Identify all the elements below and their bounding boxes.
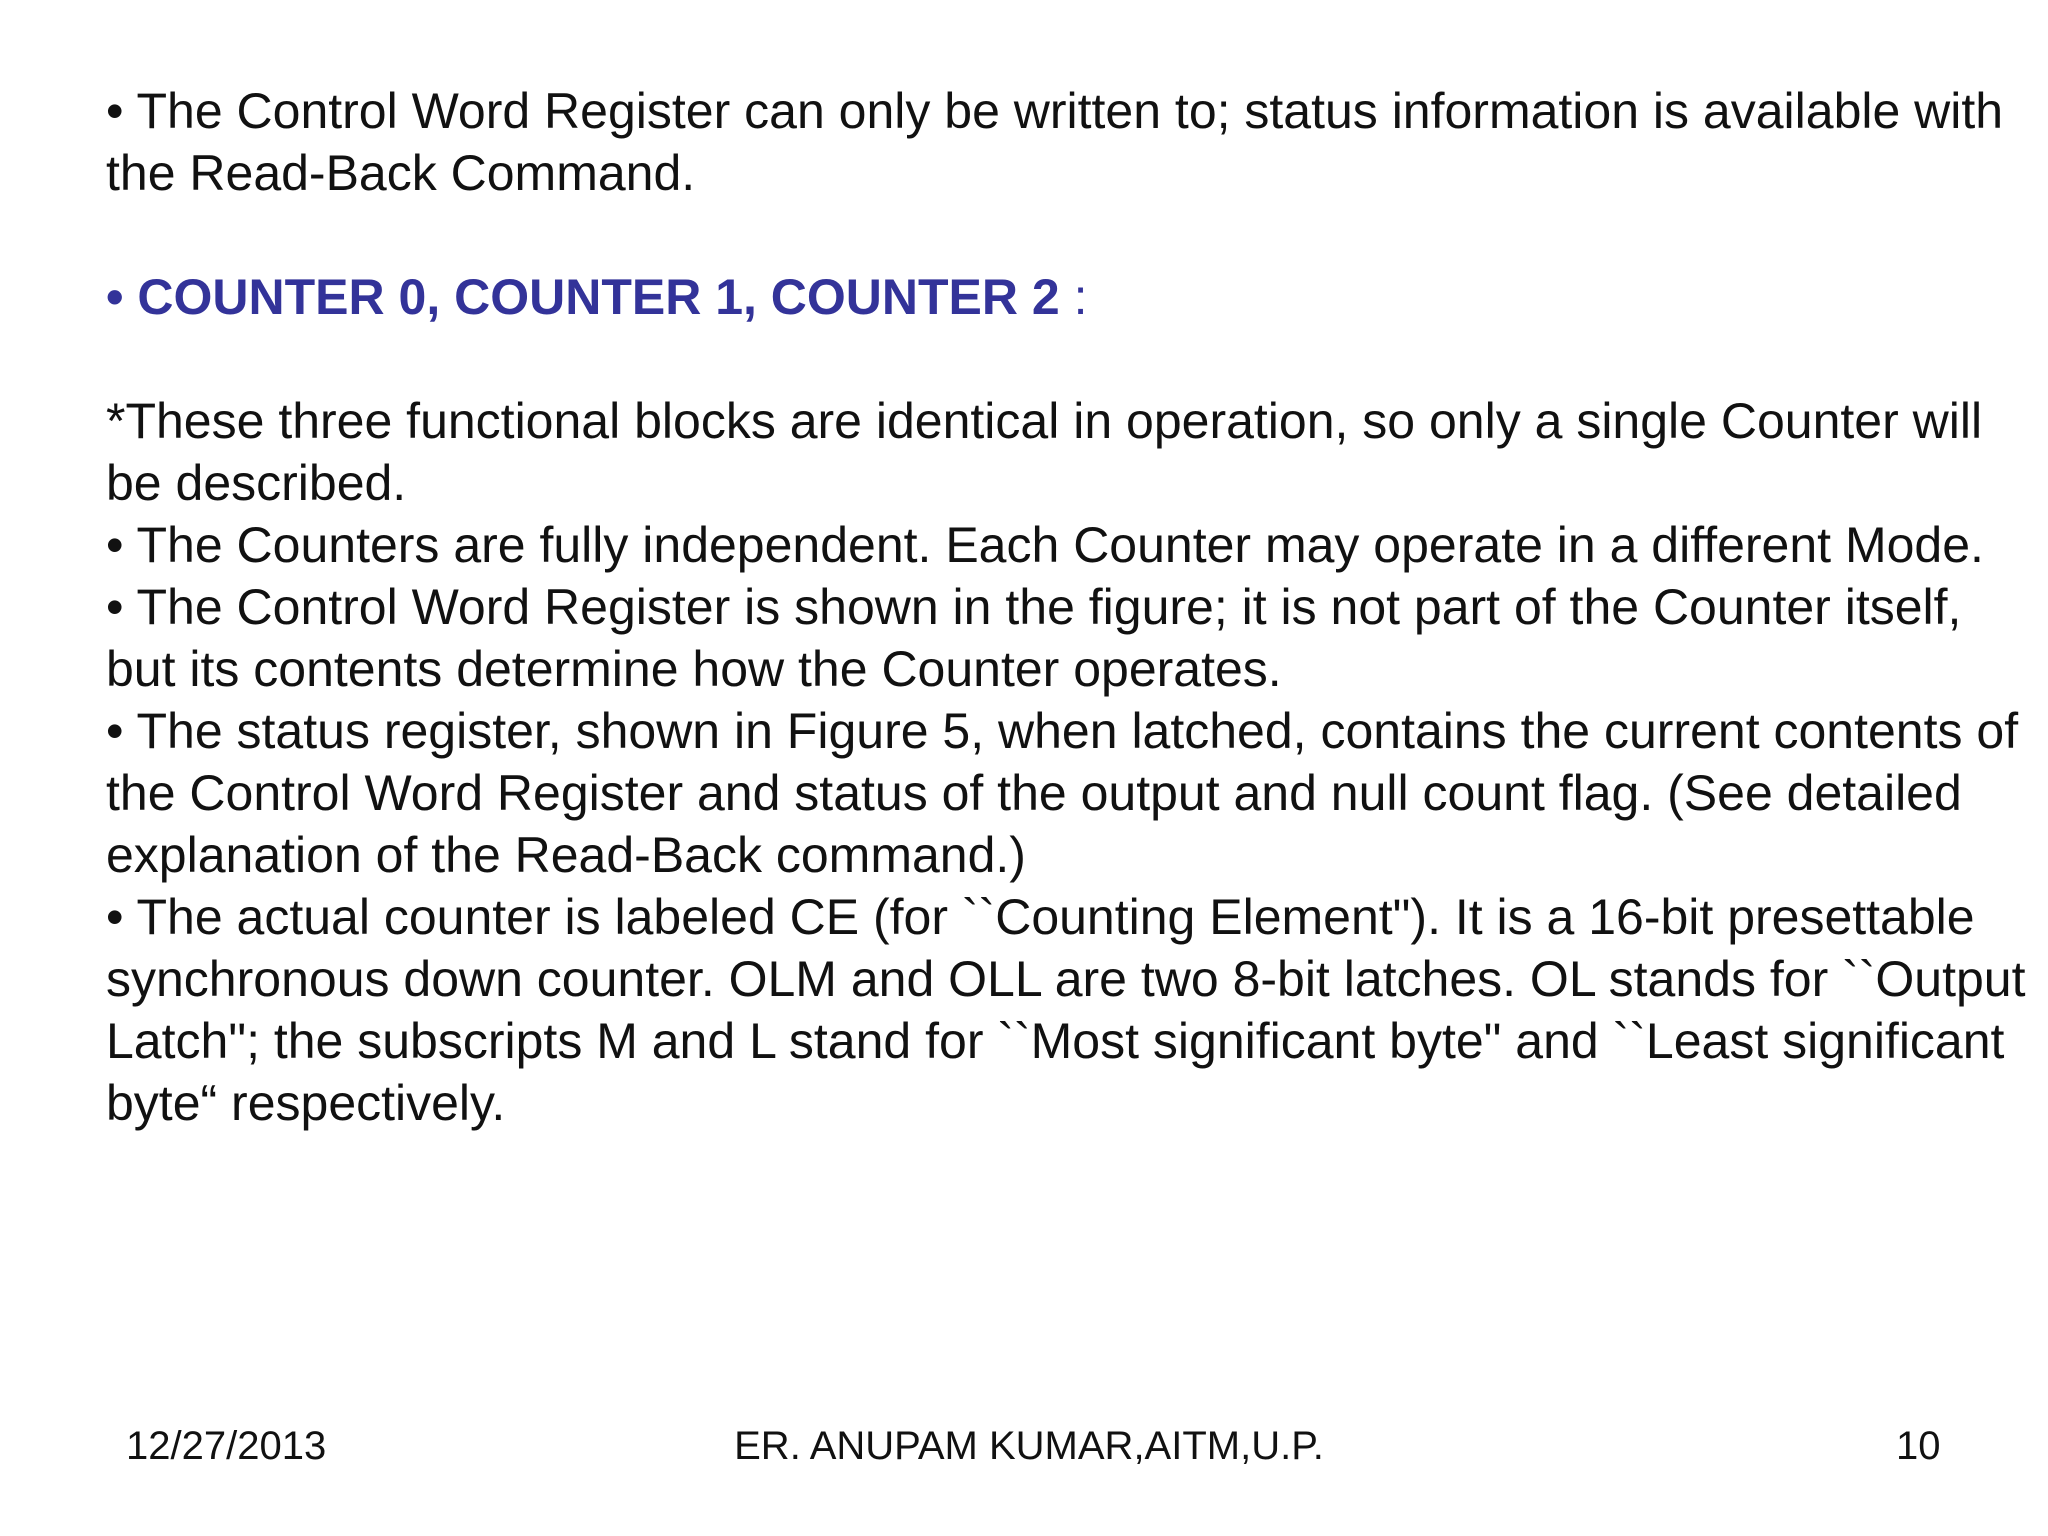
- footer-page-number: 10: [1896, 1424, 1941, 1468]
- counters-heading-colon: :: [1073, 269, 1088, 325]
- counters-heading-text: • COUNTER 0, COUNTER 1, COUNTER 2: [106, 269, 1074, 325]
- body-paragraph-counting-element: • The actual counter is labeled CE (for ``Counting Element"). It is a 16-bit presettable synchronous down counter. OLM and OLL are two 8-bit latches. OL stands for ``Output Latch"; the subscripts M and L stand for ``Most significant byte" and ``Least significant byte“ respectively.: [106, 889, 2026, 1131]
- body-paragraph-identical-blocks: *These three functional blocks are identical in operation, so only a single Counter will be described.: [106, 393, 1983, 511]
- counters-heading: [106, 266, 2041, 328]
- body-paragraph-control-word: • The Control Word Register is shown in the figure; it is not part of the Counter itself, but its contents determine how the Counter operates.: [106, 579, 1962, 697]
- intro-paragraph: • The Control Word Register can only be written to; status information is available with the Read-Back Command.: [106, 83, 2004, 201]
- slide-content: [106, 80, 2041, 1134]
- spacer: [106, 204, 2041, 266]
- body-paragraph-independent: • The Counters are fully independent. Each Counter may operate in a different Mode.: [106, 517, 1984, 573]
- footer-date: 12/27/2013: [126, 1424, 327, 1468]
- body-paragraph-status-register: • The status register, shown in Figure 5, when latched, contains the current contents of the Control Word Register and status of the output and null count flag. (See detailed explanation of the Read-Back command.): [106, 703, 2019, 883]
- footer-author: ER. ANUPAM KUMAR,AITM,U.P.: [734, 1424, 1324, 1468]
- spacer: [106, 328, 2041, 390]
